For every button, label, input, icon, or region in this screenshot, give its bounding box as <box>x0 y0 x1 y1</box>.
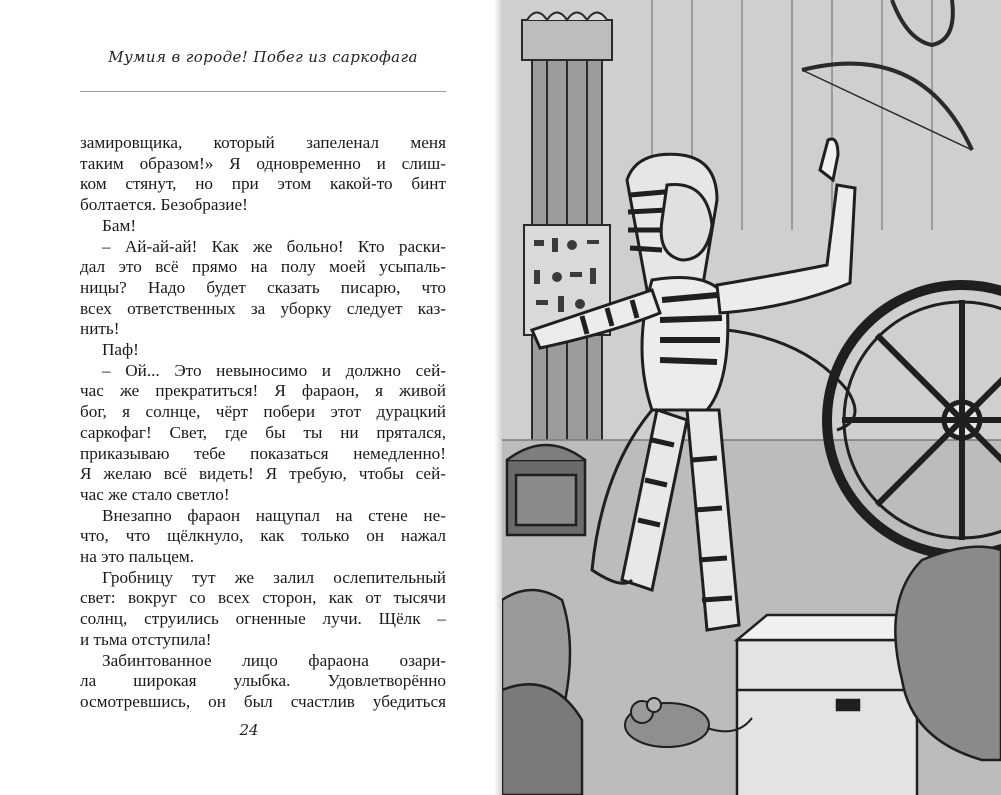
text-line: на это пальцем. <box>80 547 195 567</box>
treasure-chest <box>507 445 585 535</box>
page-number: 24 <box>239 721 259 739</box>
text-line: бог, я солнце, чёрт побери этот дурацкий <box>80 402 446 422</box>
text-line: – Ой... Это невыносимо и должно сей- <box>102 360 446 380</box>
text-line: Бам! <box>102 215 137 235</box>
text-line: час же прекратиться! Я фараон, я живой <box>80 381 446 401</box>
paragraph <box>80 506 446 568</box>
text-line: свет: вокруг со всех сторон, как от тысячи <box>80 588 446 608</box>
text-line: Внезапно фараон нащупал на стене не- <box>102 505 446 525</box>
paragraph <box>80 216 446 237</box>
text-line: ла широкая улыбка. Удовлетворённо <box>80 671 446 691</box>
text-line: осмотревшись, он был счастлив убедиться <box>80 691 446 711</box>
text-line: всех ответственных за уборку следует каз- <box>80 298 446 318</box>
header-rule <box>80 91 446 92</box>
text-line: солнц, струились огненные лучи. Щёлк – <box>80 609 446 629</box>
paragraph <box>80 568 446 651</box>
paragraph <box>80 651 446 713</box>
text-line: саркофаг! Свет, где бы ты ни прятался, <box>80 422 446 442</box>
text-line: что, что щёлкнуло, как только он нажал <box>80 526 446 546</box>
text-line: ницы? Надо будет сказать писарю, что <box>80 277 446 297</box>
paragraph <box>80 133 446 216</box>
body-text <box>80 133 446 713</box>
text-line: Я желаю всё видеть! Я требую, чтобы сей- <box>80 464 446 484</box>
text-line: ком стянут, но при этом какой-то бинт <box>80 174 446 194</box>
running-head: Мумия в городе! Побег из саркофага <box>108 48 418 66</box>
text-line: приказываю тебе показаться немедленно! <box>80 443 446 463</box>
text-line: Паф! <box>102 340 139 360</box>
left-page <box>0 0 498 795</box>
text-line: замировщика, который запеленал меня <box>80 133 446 152</box>
text-line: таким образом!» Я одновременно и слиш- <box>80 153 446 173</box>
paragraph <box>80 237 446 341</box>
paragraph <box>80 340 446 361</box>
text-line: – Ай-ай-ай! Как же больно! Кто раски- <box>102 236 446 256</box>
mummy-illustration <box>502 0 1001 795</box>
text-line: Гробницу тут же залил ослепительный <box>102 567 446 587</box>
text-line: нить! <box>80 319 120 339</box>
text-line: дал это всё прямо на полу моей усыпаль- <box>80 257 446 277</box>
book-spine-shadow <box>494 0 502 795</box>
text-line: час же стало светло! <box>80 484 230 504</box>
text-line: болтается. Безобразие! <box>80 195 248 215</box>
illustration-page <box>502 0 1001 795</box>
paragraph <box>80 361 446 506</box>
text-line: и тьма отступила! <box>80 629 212 649</box>
text-line: Забинтованное лицо фараона озари- <box>102 650 446 670</box>
